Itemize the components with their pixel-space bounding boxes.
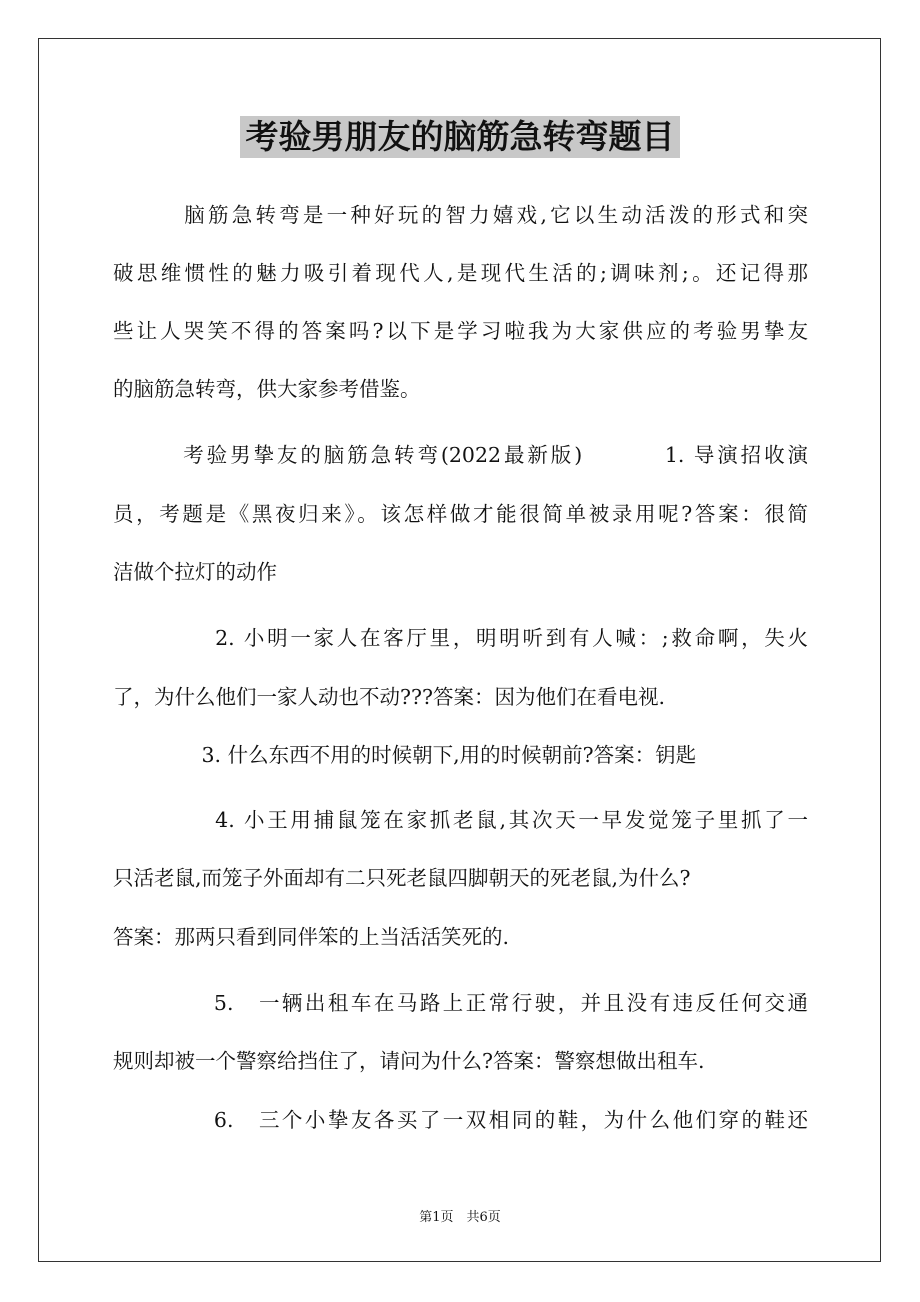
text-line: 6. 三个小挚友各买了一双相同的鞋，为什么他们穿的鞋还	[113, 1108, 808, 1132]
text-line: 规则却被一个警察给挡住了，请问为什么?答案：警察想做出租车.	[113, 1049, 705, 1073]
text-line: 2. 小明一家人在客厅里，明明听到有人喊：;救命啊，失火	[113, 626, 808, 650]
text-line: 的脑筋急转弯，供大家参考借鉴。	[113, 377, 421, 401]
text-line: 4. 小王用捕鼠笼在家抓老鼠,其次天一早发觉笼子里抓了一	[113, 808, 808, 832]
document-title: 考验男朋友的脑筋急转弯题目	[240, 116, 680, 158]
page-number-footer: 第1页 共6页	[419, 1210, 501, 1225]
text-line: 答案：那两只看到同伴笨的上当活活笑死的.	[113, 925, 510, 949]
text-line: 了，为什么他们一家人动也不动???答案：因为他们在看电视.	[113, 685, 665, 709]
text-line: 脑筋急转弯是一种好玩的智力嬉戏,它以生动活泼的形式和突	[113, 203, 808, 227]
text-line: 5. 一辆出租车在马路上正常行驶，并且没有违反任何交通	[113, 991, 808, 1015]
text-line: 洁做个拉灯的动作	[113, 560, 277, 584]
text-line: 破思维惯性的魅力吸引着现代人,是现代生活的;调味剂;。还记得那	[113, 261, 808, 285]
text-line: 考验男挚友的脑筋急转弯(2022最新版) 1. 导演招收演	[113, 443, 808, 467]
text-line: 些让人哭笑不得的答案吗?以下是学习啦我为大家供应的考验男挚友	[113, 319, 808, 343]
text-line: 3. 什么东西不用的时候朝下,用的时候朝前?答案：钥匙	[113, 743, 697, 767]
text-line: 员，考题是《黑夜归来》。该怎样做才能很简单被录用呢?答案：很简	[113, 502, 808, 526]
text-line: 只活老鼠,而笼子外面却有二只死老鼠四脚朝天的死老鼠,为什么?	[113, 866, 691, 890]
